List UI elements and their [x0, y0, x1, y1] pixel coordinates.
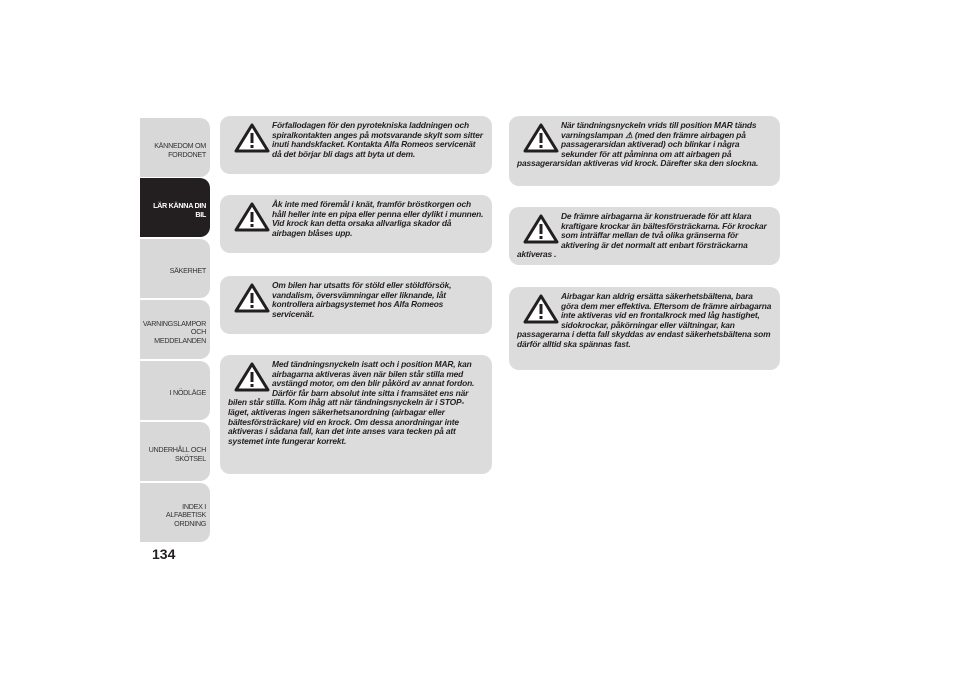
tab-kannedom-om-fordonet[interactable] — [140, 118, 210, 177]
tab-label: KÄNNEDOM OM FORDONET — [154, 141, 206, 159]
tab-index[interactable] — [140, 483, 210, 542]
tab-label: SÄKERHET — [169, 266, 206, 276]
page-number: 134 — [152, 546, 176, 562]
warning-box — [220, 116, 492, 174]
warning-text: När tändningsnyckeln vrids till position MAR tänds varningslampan ⚠ (med den främre airbagen på passagerarsidan aktiverad) och blinkar i några sekunder för att påminna om att airbagen på passagerarsidan aktiveras vid krock. Därefter ska den slockna. — [517, 120, 759, 169]
warning-triangle-icon — [521, 294, 561, 324]
tab-label: I NÖDLÄGE — [169, 388, 206, 398]
tab-label: INDEX I ALFABETISK ORDNING — [165, 501, 206, 528]
tab-label: VARNINGSLAMPOR OCH MEDDELANDEN — [142, 318, 206, 345]
tab-varningslampor[interactable] — [140, 300, 210, 359]
warning-box — [220, 355, 492, 474]
warning-box — [220, 195, 492, 253]
warning-text: Om bilen har utsatts för stöld eller stöldförsök, vandalism, översvämningar eller liknande, låt kontrollera airbagsystemet hos Alfa Romeos servicenät. — [272, 280, 452, 319]
tab-label: UNDERHÅLL OCH SKÖTSEL — [148, 445, 206, 463]
warning-box — [509, 207, 780, 265]
warning-text: De främre airbagarna är konstruerade för att klara kraftigare krockar än bältesförsträckarna. För krockar som inträffar mellan de två olika gränserna för aktivering är det normalt att enbart försträckarna aktiveras . — [517, 211, 767, 260]
tab-label: LÄR KÄNNA DIN BIL — [153, 201, 206, 219]
warning-text: Airbagar kan aldrig ersätta säkerhetsbältena, bara göra dem mer effektiva. Eftersom de främre airbagarna inte aktiveras vid en frontalkrock med låg hastighet, sidokrockar, påkörningar eller vältningar, kan passagerarna i detta fall skyddas av endast säkerhetsbältena som därför alltid ska spännas fast. — [517, 291, 772, 349]
warning-text: Förfallodagen för den pyrotekniska laddningen och spiralkontakten anges på motsvarande skylt som sitter inuti handskfacket. Kontakta Alfa Romeos servicenät då det börjar bli dags att byta ut dem. — [272, 120, 483, 159]
tab-lar-kanna-din-bil[interactable] — [140, 178, 210, 237]
warning-box — [220, 276, 492, 334]
warning-box — [509, 287, 780, 370]
tab-i-nodlage[interactable] — [140, 361, 210, 420]
warning-triangle-icon — [232, 362, 272, 392]
tab-underhall-och-skotsel[interactable] — [140, 422, 210, 481]
warning-triangle-icon — [521, 123, 561, 153]
warning-triangle-icon — [232, 283, 272, 313]
warning-triangle-icon — [232, 202, 272, 232]
warning-text: Åk inte med föremål i knät, framför bröstkorgen och håll heller inte en pipa eller penna eller dylikt i munnen. Vid krock kan detta orsaka allvarliga skador då airbagen blåses upp. — [272, 199, 484, 238]
tab-sakerhet[interactable] — [140, 239, 210, 298]
warning-triangle-icon — [232, 123, 272, 153]
warning-text: Med tändningsnyckeln isatt och i position MAR, kan airbagarna aktiveras även när bilen står stilla med avstängd motor, om den blir påkörd av annat fordon. Därför får barn absolut inte sitta i framsätet ens när bilen står stilla. Kom ihåg att när tändningsnyckeln är i STOP-läget, aktiveras ingen säkerhetsanordning (airbagar eller bältesförsträckare) vid en krock. Om dessa anordningar inte aktiveras i sådana fall, kan det inte anses vara tecken på att systemet inte fungerar korrekt. — [228, 359, 475, 446]
warning-triangle-icon — [521, 214, 561, 244]
warning-box — [509, 116, 780, 186]
